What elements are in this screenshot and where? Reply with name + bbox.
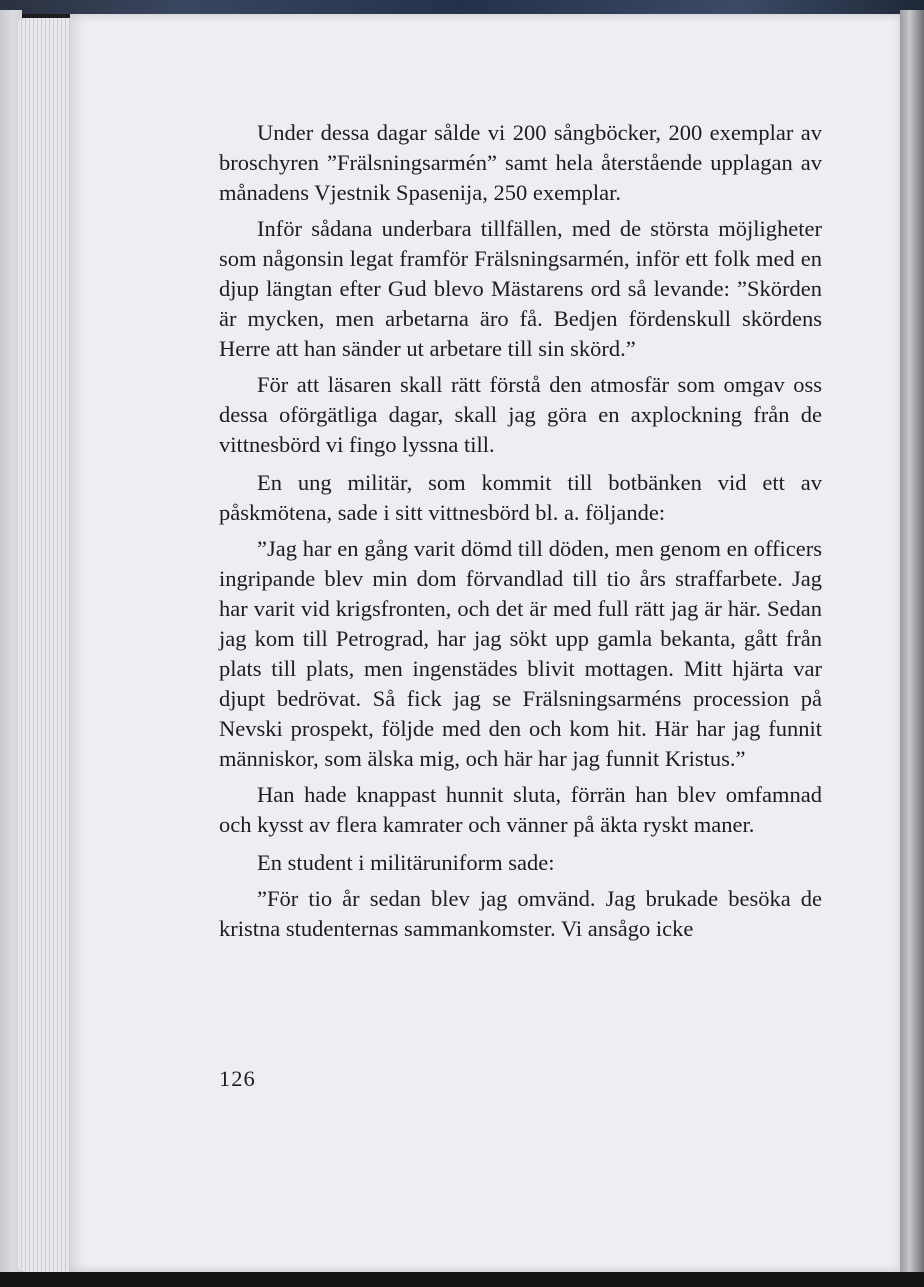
- paragraph: Inför sådana underbara tillfällen, med de största möjligheter som någonsin legat framför Frälsningsarmén, inför ett folk med en djup längtan efter Gud blevo Mästarens ord så levande: ”Skörden är mycken, men arbetarna äro få. Bedjen fördenskull skördens Herre att han sänder ut arbetare till sin skörd.”: [219, 216, 822, 361]
- paragraph: ”För tio år sedan blev jag omvänd. Jag brukade besöka de kristna studenternas sammankomster. Vi ansågo icke: [219, 886, 822, 941]
- book-binding-top: [0, 0, 924, 14]
- paragraph: ”Jag har en gång varit dömd till döden, men genom en officers ingripande blev min dom förvandlad till tio års straffarbete. Jag har varit vid krigsfronten, och det är med full rätt jag är här. Sedan jag kom till Petrograd, har jag sökt upp gamla bekanta, gått från plats till plats, men ingenstädes blivit mottagen. Mitt hjärta var djupt bedrövat. Så fick jag se Frälsningsarméns procession på Nevski prospekt, följde med den och kom hit. Här har jag funnit människor, som älska mig, och här har jag funnit Kristus.”: [219, 536, 822, 771]
- paragraph: Under dessa dagar sålde vi 200 sångböcker, 200 exemplar av broschyren ”Frälsningsarmén” samt hela återstående upplagan av månadens Vjestnik Spasenija, 250 exemplar.: [219, 120, 822, 205]
- paragraph: En ung militär, som kommit till botbänken vid ett av påskmötena, sade i sitt vittnesbörd bl. a. följande:: [219, 470, 822, 525]
- paragraph: En student i militäruniform sade:: [257, 850, 555, 875]
- body-text: [219, 118, 822, 950]
- paragraph: Han hade knappast hunnit sluta, förrän han blev omfamnad och kysst av flera kamrater och vänner på äkta ryskt maner.: [219, 782, 822, 837]
- page-number: 126: [219, 1066, 256, 1091]
- book-cover-right: [900, 10, 924, 1275]
- paragraph: För att läsaren skall rätt förstå den atmosfär som omgav oss dessa oförgätliga dagar, skall jag göra en axplockning från de vittnesbörd vi fingo lyssna till.: [219, 372, 822, 457]
- background-bottom: [0, 1272, 924, 1287]
